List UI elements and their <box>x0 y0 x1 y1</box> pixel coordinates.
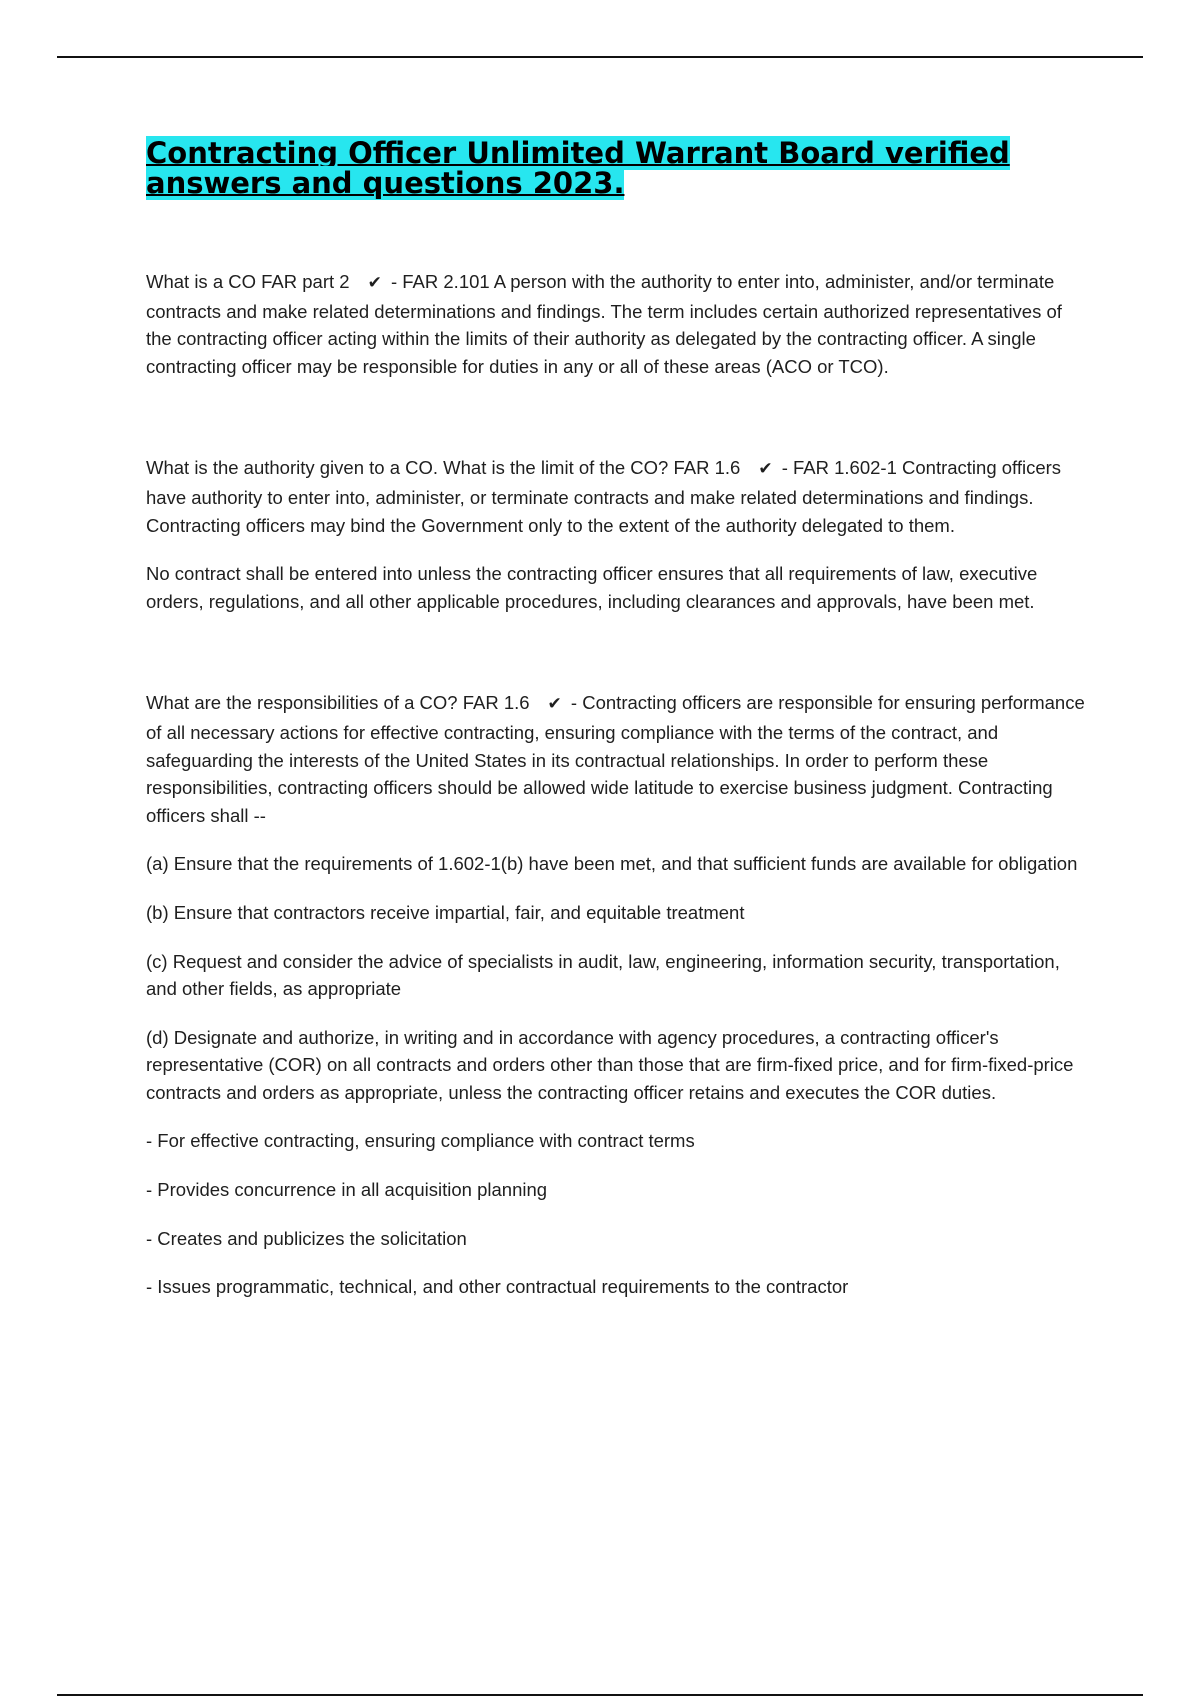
answer-text: - Contracting officers are responsible for ensuring performance of all necessary actions for effective contracting, ensuring compliance with the terms of the contract, and safeguarding the interests of the United States in its contractual relationships. In order to perform these responsibilities, contracting officers should be allowed wide latitude to exercise business judgment. Contracting officers shall -- <box>146 692 1085 826</box>
question-text: What is a CO FAR part 2 <box>146 271 350 292</box>
answer-text: - FAR 2.101 A person with the authority to enter into, administer, and/or terminate contracts and make related determinations and findings. The term includes certain authorized representatives of the contracting officer acting within the limits of their authority as delegated by the contracting officer. A single contracting officer may be responsible for duties in any or all of these areas (ACO or TCO). <box>146 271 1062 377</box>
footer-rule <box>57 1694 1143 1696</box>
answer-text: - FAR 1.602-1 Contracting officers have authority to enter into, administer, or terminate contracts and make related determinations and findings. Contracting officers may bind the Government only to the extent of the authority delegated to them. <box>146 457 1062 536</box>
check-mark-icon: ✔ <box>367 273 382 293</box>
check-mark-icon: ✔ <box>758 459 773 480</box>
bullet-paragraph: - Issues programmatic, technical, and other contractual requirements to the contractor <box>146 1276 849 1298</box>
answer-paragraph: (d) Designate and authorize, in writing and in accordance with agency procedures, a contracting officer's representative (COR) on all contracts and orders other than those that are firm-fixed price, and for firm-fixed-price contracts and orders as appropriate, unless the contracting officer retains and executes the COR duties. <box>146 1026 1074 1103</box>
qa-item-co-authority <box>146 454 1092 615</box>
answer-paragraph: (b) Ensure that contractors receive impartial, fair, and equitable treatment <box>146 901 745 923</box>
answer-paragraph: (c) Request and consider the advice of specialists in audit, law, engineering, information security, transportation, and other fields, as appropriate <box>146 950 1060 1000</box>
qa-item-co-responsibilities <box>146 689 1092 1301</box>
qa-item-co-definition <box>146 268 1092 380</box>
header-rule <box>57 56 1143 58</box>
bullet-paragraph: - Provides concurrence in all acquisition planning <box>146 1179 548 1201</box>
question-text: What are the responsibilities of a CO? FAR 1.6 <box>146 692 530 714</box>
qa-paragraph <box>146 454 1092 539</box>
check-mark-icon: ✔ <box>547 694 562 715</box>
document-title-text: Contracting Officer Unlimited Warrant Board verified answers and questions 2023. <box>146 136 1010 200</box>
bullet-paragraph: - For effective contracting, ensuring compliance with contract terms <box>146 1130 695 1152</box>
qa-paragraph <box>146 689 1092 829</box>
qa-paragraph <box>146 268 1092 380</box>
answer-paragraph: (a) Ensure that the requirements of 1.602-1(b) have been met, and that sufficient funds are available for obligation <box>146 853 1078 875</box>
bullet-paragraph: - Creates and publicizes the solicitation <box>146 1227 467 1249</box>
document-title <box>146 138 1092 198</box>
document-page <box>146 138 1092 1301</box>
answer-paragraph: No contract shall be entered into unless the contracting officer ensures that all requirements of law, executive orders, regulations, and all other applicable procedures, including clearances and approvals, have been met. <box>146 563 1038 612</box>
question-text: What is the authority given to a CO. What is the limit of the CO? FAR 1.6 <box>146 457 741 479</box>
